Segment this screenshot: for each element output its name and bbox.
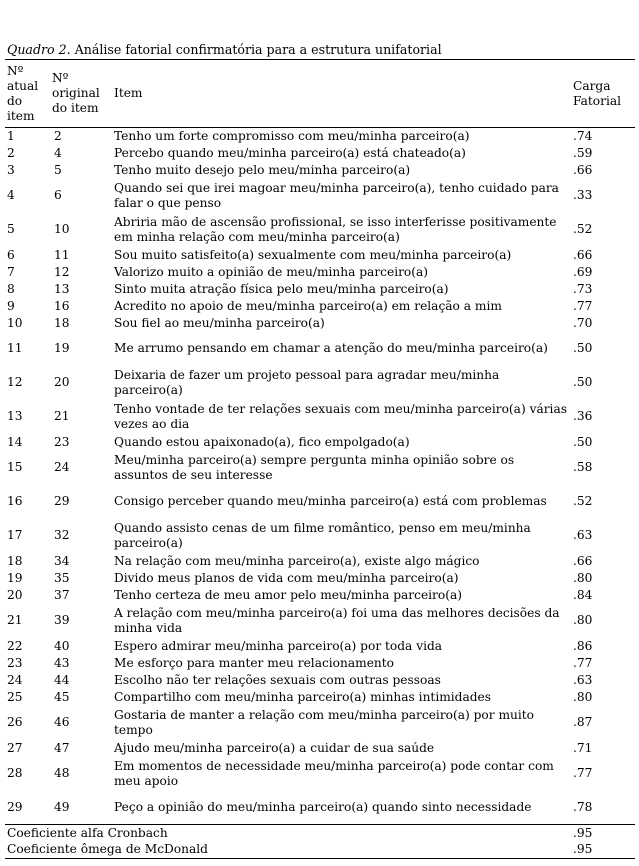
row-current-number: 4 (7, 188, 15, 202)
row-current-number: 2 (7, 145, 15, 160)
row-current-number: 23 (7, 655, 23, 670)
row-factor-load: .80 (573, 613, 593, 627)
row-item-text: Ajudo meu/minha parceiro(a) a cuidar de sua saúde (114, 740, 435, 755)
row-current-number: 3 (7, 162, 15, 177)
row-item-text: Gostaria de manter a relação com meu/minha parceiro(a) por muito tempo (114, 707, 535, 737)
footer-value: .95 (573, 825, 593, 840)
caption-text: . Análise fatorial confirmatória para a estrutura unifatorial (66, 42, 442, 57)
header-current-number: Nº atual do item (7, 63, 39, 123)
table-row (5, 587, 635, 604)
row-item-text: Compartilho com meu/minha parceiro(a) minhas intimidades (114, 689, 492, 704)
row-current-number: 1 (7, 128, 15, 143)
row-original-number: 4 (54, 145, 62, 160)
table-row (5, 791, 635, 825)
row-original-number: 48 (54, 766, 70, 780)
row-original-number: 47 (54, 740, 70, 755)
row-current-number: 25 (7, 689, 23, 704)
row-factor-load: .36 (573, 409, 593, 423)
row-original-number: 5 (54, 162, 62, 177)
row-factor-load: .50 (573, 341, 593, 355)
row-original-number: 19 (54, 341, 70, 355)
row-factor-load: .50 (573, 434, 593, 449)
row-item-text: Me arrumo pensando em chamar a atenção do meu/minha parceiro(a) (114, 341, 548, 355)
row-current-number: 28 (7, 766, 23, 780)
row-item-text: Espero admirar meu/minha parceiro(a) por toda vida (114, 638, 443, 653)
row-item-text: Deixaria de fazer um projeto pessoal para agradar meu/minha parceiro(a) (114, 367, 500, 397)
document (5, 42, 635, 859)
row-original-number: 21 (54, 409, 70, 423)
table-row (5, 128, 635, 145)
table-row (5, 740, 635, 757)
table-row (5, 162, 635, 179)
row-current-number: 21 (7, 613, 23, 627)
row-item-text: Quando estou apaixonado(a), fico empolgado(a) (114, 434, 410, 449)
footer-row (5, 825, 635, 842)
row-current-number: 6 (7, 247, 15, 262)
row-current-number: 10 (7, 315, 23, 330)
table-row (5, 179, 635, 213)
row-factor-load: .74 (573, 128, 593, 143)
row-current-number: 20 (7, 587, 23, 602)
row-current-number: 16 (7, 494, 23, 508)
table-row (5, 315, 635, 332)
row-factor-load: .71 (573, 740, 593, 755)
row-item-text: Consigo perceber quando meu/minha parceiro(a) está com problemas (114, 494, 547, 508)
row-factor-load: .33 (573, 188, 593, 202)
header-item: Item (114, 86, 143, 100)
row-item-text: Tenho vontade de ter relações sexuais com meu/minha parceiro(a) várias vezes ao dia (114, 401, 567, 431)
row-current-number: 19 (7, 570, 23, 585)
row-original-number: 32 (54, 528, 70, 542)
row-original-number: 24 (54, 460, 70, 474)
row-factor-load: .59 (573, 145, 593, 160)
row-item-text: Valorizo muito a opinião de meu/minha parceiro(a) (114, 264, 429, 279)
row-factor-load: .52 (573, 222, 593, 236)
row-original-number: 6 (54, 188, 62, 202)
row-original-number: 40 (54, 638, 70, 653)
row-factor-load: .66 (573, 162, 593, 177)
table-caption (7, 42, 635, 58)
row-original-number: 18 (54, 315, 70, 330)
row-original-number: 34 (54, 553, 70, 568)
table-header-row (5, 60, 635, 128)
row-item-text: Em momentos de necessidade meu/minha parceiro(a) pode contar com meu apoio (114, 758, 554, 788)
table-row (5, 757, 635, 791)
row-factor-load: .70 (573, 315, 593, 330)
table-row (5, 519, 635, 553)
row-current-number: 24 (7, 672, 23, 687)
footer-row (5, 842, 635, 859)
table-row (5, 689, 635, 706)
row-original-number: 45 (54, 689, 70, 704)
row-current-number: 17 (7, 528, 23, 542)
table-row (5, 638, 635, 655)
table-row (5, 213, 635, 247)
table-row (5, 264, 635, 281)
row-item-text: Quando sei que irei magoar meu/minha parceiro(a), tenho cuidado para falar o que penso (114, 180, 559, 210)
table-row (5, 570, 635, 587)
row-factor-load: .84 (573, 587, 593, 602)
table-row (5, 366, 635, 400)
row-current-number: 12 (7, 375, 23, 389)
row-item-text: Tenho certeza de meu amor pelo meu/minha parceiro(a) (114, 587, 462, 602)
row-original-number: 35 (54, 570, 70, 585)
row-current-number: 9 (7, 298, 15, 313)
table-row (5, 298, 635, 315)
table-body (5, 128, 635, 825)
row-item-text: Acredito no apoio de meu/minha parceiro(a) em relação a mim (114, 298, 502, 313)
table-row (5, 332, 635, 366)
row-current-number: 29 (7, 799, 23, 814)
table-row (5, 400, 635, 434)
row-current-number: 14 (7, 434, 23, 449)
row-original-number: 29 (54, 494, 70, 508)
row-factor-load: .80 (573, 689, 593, 704)
row-item-text: Tenho muito desejo pelo meu/minha parceiro(a) (114, 162, 411, 177)
row-item-text: Sinto muita atração física pelo meu/minha parceiro(a) (114, 281, 449, 296)
row-original-number: 46 (54, 715, 70, 729)
row-current-number: 5 (7, 222, 15, 236)
row-factor-load: .50 (573, 375, 593, 389)
row-factor-load: .87 (573, 715, 593, 729)
row-original-number: 23 (54, 434, 70, 449)
table-row (5, 281, 635, 298)
factor-table (5, 59, 635, 859)
table-row (5, 706, 635, 740)
footer-label: Coeficiente alfa Cronbach (7, 825, 168, 840)
row-factor-load: .86 (573, 638, 593, 653)
row-factor-load: .80 (573, 570, 593, 585)
row-factor-load: .66 (573, 553, 593, 568)
row-factor-load: .66 (573, 247, 593, 262)
row-current-number: 22 (7, 638, 23, 653)
header-factor-load: Carga Fatorial (573, 78, 622, 108)
row-current-number: 7 (7, 264, 15, 279)
row-original-number: 37 (54, 587, 70, 602)
row-current-number: 11 (7, 341, 23, 355)
table-row (5, 434, 635, 451)
caption-label: Quadro 2 (7, 42, 67, 57)
row-original-number: 13 (54, 281, 70, 296)
table-row (5, 247, 635, 264)
row-item-text: Abriria mão de ascensão profissional, se isso interferisse positivamente em minha relação com meu/minha parceiro(a) (114, 214, 557, 244)
row-current-number: 15 (7, 460, 23, 474)
row-original-number: 2 (54, 128, 62, 143)
row-item-text: Quando assisto cenas de um filme romântico, penso em meu/minha parceiro(a) (114, 520, 531, 550)
table-row (5, 672, 635, 689)
row-item-text: Sou fiel ao meu/minha parceiro(a) (114, 315, 325, 330)
table-row (5, 145, 635, 162)
table-row (5, 604, 635, 638)
row-original-number: 12 (54, 264, 70, 279)
row-item-text: Sou muito satisfeito(a) sexualmente com meu/minha parceiro(a) (114, 247, 512, 262)
row-item-text: Peço a opinião do meu/minha parceiro(a) quando sinto necessidade (114, 799, 532, 814)
row-original-number: 16 (54, 298, 70, 313)
row-original-number: 10 (54, 222, 70, 236)
row-current-number: 13 (7, 409, 23, 423)
row-item-text: Divido meus planos de vida com meu/minha parceiro(a) (114, 570, 459, 585)
header-original-number: Nº original do item (52, 71, 100, 115)
row-current-number: 18 (7, 553, 23, 568)
row-item-text: Na relação com meu/minha parceiro(a), existe algo mágico (114, 553, 480, 568)
row-original-number: 44 (54, 672, 70, 687)
row-original-number: 11 (54, 247, 70, 262)
row-item-text: Meu/minha parceiro(a) sempre pergunta minha opinião sobre os assuntos de seu interesse (114, 452, 515, 482)
footer-value: .95 (573, 842, 593, 857)
row-factor-load: .63 (573, 672, 593, 687)
table-row (5, 655, 635, 672)
row-item-text: Tenho um forte compromisso com meu/minha parceiro(a) (114, 128, 470, 143)
row-item-text: Escolho não ter relações sexuais com outras pessoas (114, 672, 441, 687)
table-row (5, 451, 635, 485)
row-item-text: Me esforço para manter meu relacionamento (114, 655, 394, 670)
row-item-text: Percebo quando meu/minha parceiro(a) está chateado(a) (114, 145, 466, 160)
row-factor-load: .77 (573, 655, 593, 670)
table-footer (5, 825, 635, 859)
row-factor-load: .78 (573, 799, 593, 814)
footer-label: Coeficiente ômega de McDonald (7, 842, 208, 857)
row-factor-load: .73 (573, 281, 593, 296)
row-factor-load: .77 (573, 298, 593, 313)
row-factor-load: .58 (573, 460, 593, 474)
row-factor-load: .63 (573, 528, 593, 542)
table-row (5, 553, 635, 570)
row-original-number: 20 (54, 375, 70, 389)
row-current-number: 8 (7, 281, 15, 296)
row-factor-load: .52 (573, 494, 593, 508)
table-row (5, 485, 635, 519)
row-item-text: A relação com meu/minha parceiro(a) foi uma das melhores decisões da minha vida (114, 605, 560, 635)
row-factor-load: .69 (573, 264, 593, 279)
row-original-number: 49 (54, 799, 70, 814)
row-factor-load: .77 (573, 766, 593, 780)
row-current-number: 26 (7, 715, 23, 729)
row-original-number: 43 (54, 655, 70, 670)
row-original-number: 39 (54, 613, 70, 627)
row-current-number: 27 (7, 740, 23, 755)
